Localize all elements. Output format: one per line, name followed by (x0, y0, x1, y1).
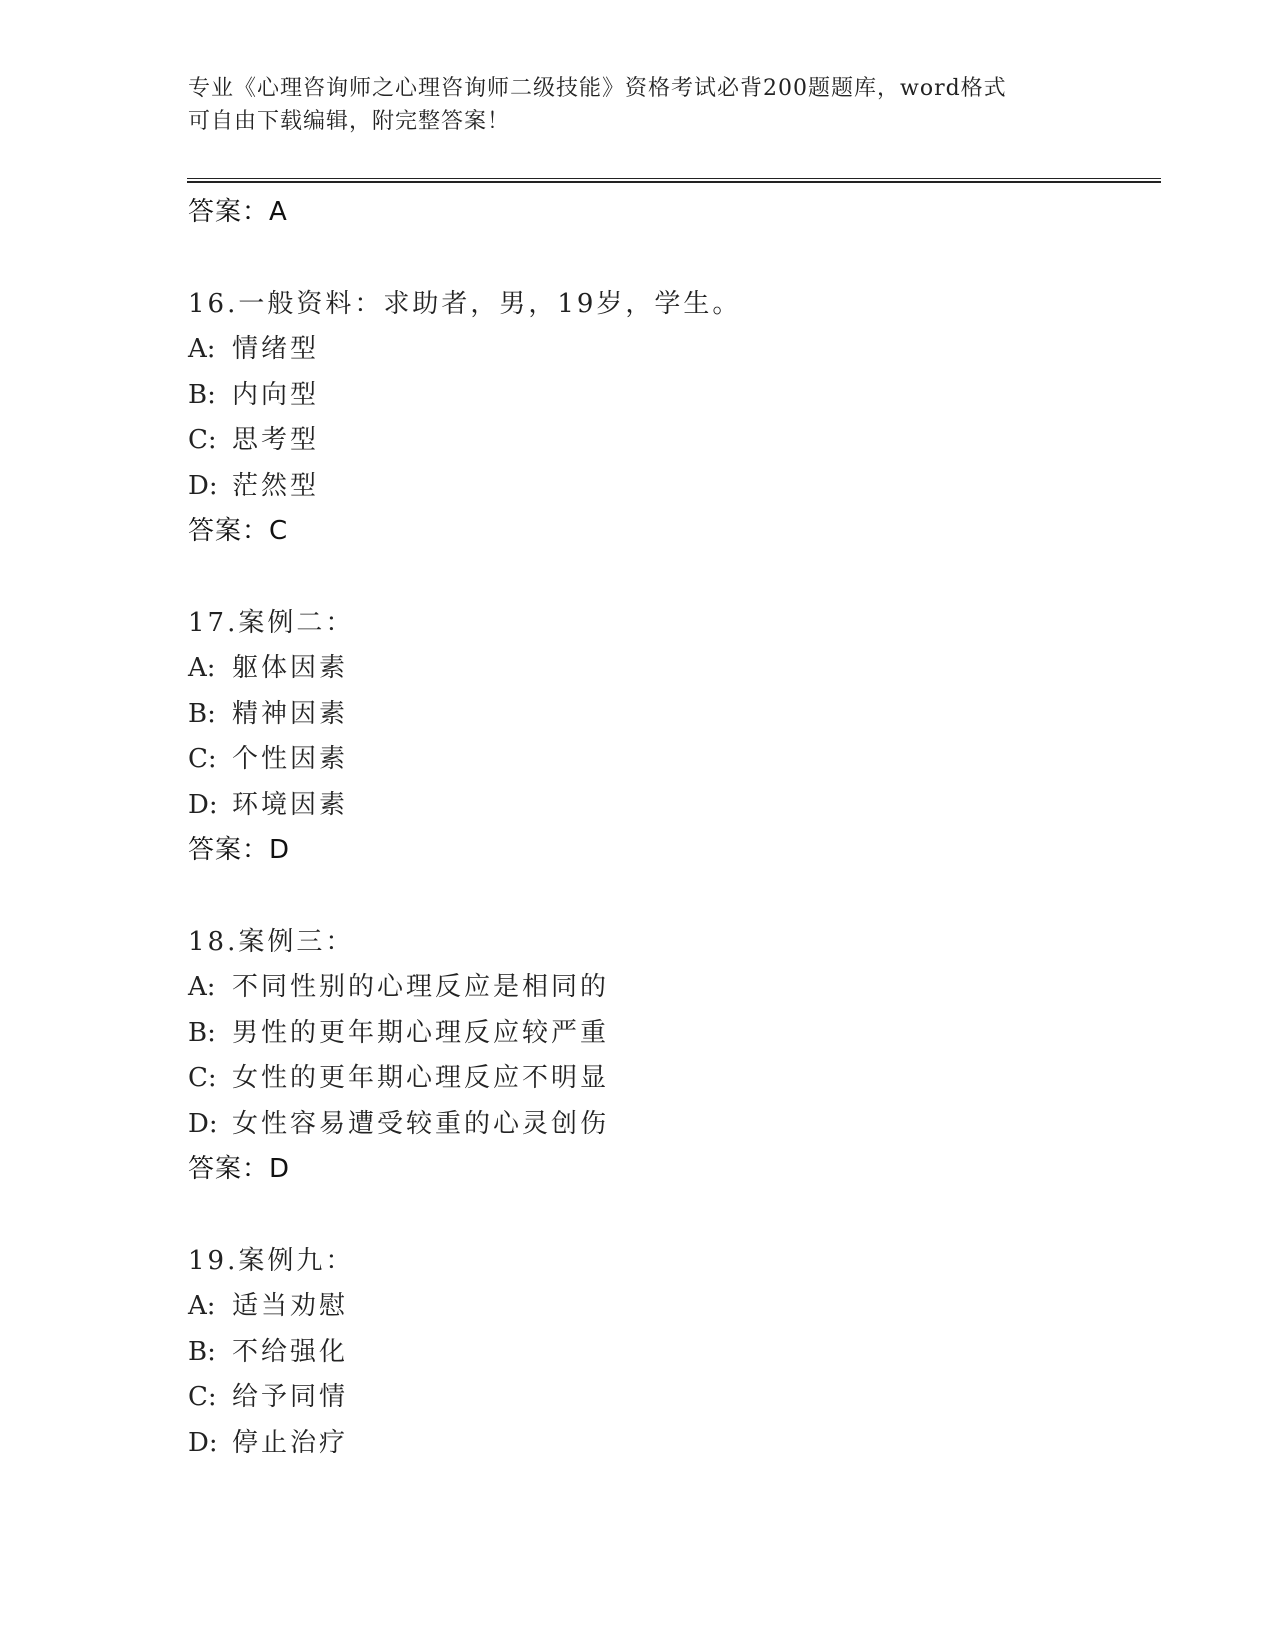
header-line-1: 专业《心理咨询师之心理咨询师二级技能》资格考试必背200题题库，word格式 (188, 76, 1007, 101)
option-label: A: (188, 1291, 216, 1321)
option-label: A: (188, 334, 216, 364)
option-d (188, 783, 1148, 829)
option-text: 女性的更年期心理反应不明显 (232, 1063, 610, 1093)
option-c (188, 737, 1148, 783)
option-label: D: (188, 1108, 218, 1139)
option-text: 男性的更年期心理反应较严重 (232, 1017, 610, 1048)
answer-line: 答案：D (188, 1154, 291, 1184)
option-text: 茫然型 (232, 470, 320, 501)
question-stem: 19.案例九： (188, 1245, 355, 1276)
spacer (188, 236, 1148, 282)
question-stem: 18.案例三： (188, 926, 355, 957)
option-c (188, 1056, 1148, 1102)
option-c (188, 418, 1148, 464)
option-text: 内向型 (232, 379, 320, 410)
option-a (188, 327, 1148, 373)
option-label: C: (188, 744, 217, 774)
option-c (188, 1375, 1148, 1421)
option-a (188, 965, 1148, 1011)
question-block (188, 920, 1148, 1193)
option-text: 躯体因素 (232, 653, 349, 683)
answer-line: 答案：D (188, 835, 291, 865)
option-label: B: (188, 1017, 216, 1048)
option-label: C: (188, 1382, 217, 1412)
option-label: C: (188, 425, 217, 455)
answer-line: 答案：A (188, 197, 288, 227)
option-d (188, 1102, 1148, 1148)
option-text: 思考型 (232, 425, 320, 455)
option-text: 不同性别的心理反应是相同的 (232, 972, 610, 1002)
option-label: B: (188, 1336, 216, 1367)
document-header (188, 72, 1068, 138)
option-label: A: (188, 653, 216, 683)
question-list (188, 190, 1148, 1466)
option-text: 给予同情 (232, 1382, 349, 1412)
option-a (188, 646, 1148, 692)
option-label: D: (188, 1427, 218, 1458)
option-a (188, 1284, 1148, 1330)
question-stem: 16.一般资料：求助者，男，19岁，学生。 (188, 288, 742, 319)
option-label: D: (188, 789, 218, 820)
option-label: C: (188, 1063, 217, 1093)
option-b (188, 1330, 1148, 1376)
option-d (188, 464, 1148, 510)
header-rule-thin (187, 178, 1161, 179)
question-block (188, 282, 1148, 555)
header-rule-thick (187, 181, 1161, 183)
option-text: 停止治疗 (232, 1427, 349, 1458)
header-line-2: 可自由下载编辑，附完整答案！ (188, 109, 511, 134)
spacer (188, 874, 1148, 920)
spacer (188, 555, 1148, 601)
spacer (188, 1193, 1148, 1239)
option-label: D: (188, 470, 218, 501)
option-text: 情绪型 (232, 334, 320, 364)
option-label: B: (188, 698, 216, 729)
option-label: B: (188, 379, 216, 410)
option-text: 不给强化 (232, 1336, 349, 1367)
option-d (188, 1421, 1148, 1467)
question-stem: 17.案例二： (188, 607, 355, 638)
option-b (188, 1011, 1148, 1057)
answer-line: 答案：C (188, 516, 289, 546)
option-b (188, 692, 1148, 738)
option-text: 适当劝慰 (232, 1291, 349, 1321)
option-text: 个性因素 (232, 744, 349, 774)
option-text: 环境因素 (232, 789, 349, 820)
question-block (188, 601, 1148, 874)
option-text: 精神因素 (232, 698, 349, 729)
option-text: 女性容易遭受较重的心灵创伤 (232, 1108, 610, 1139)
question-block (188, 1239, 1148, 1467)
option-b (188, 373, 1148, 419)
option-label: A: (188, 972, 216, 1002)
